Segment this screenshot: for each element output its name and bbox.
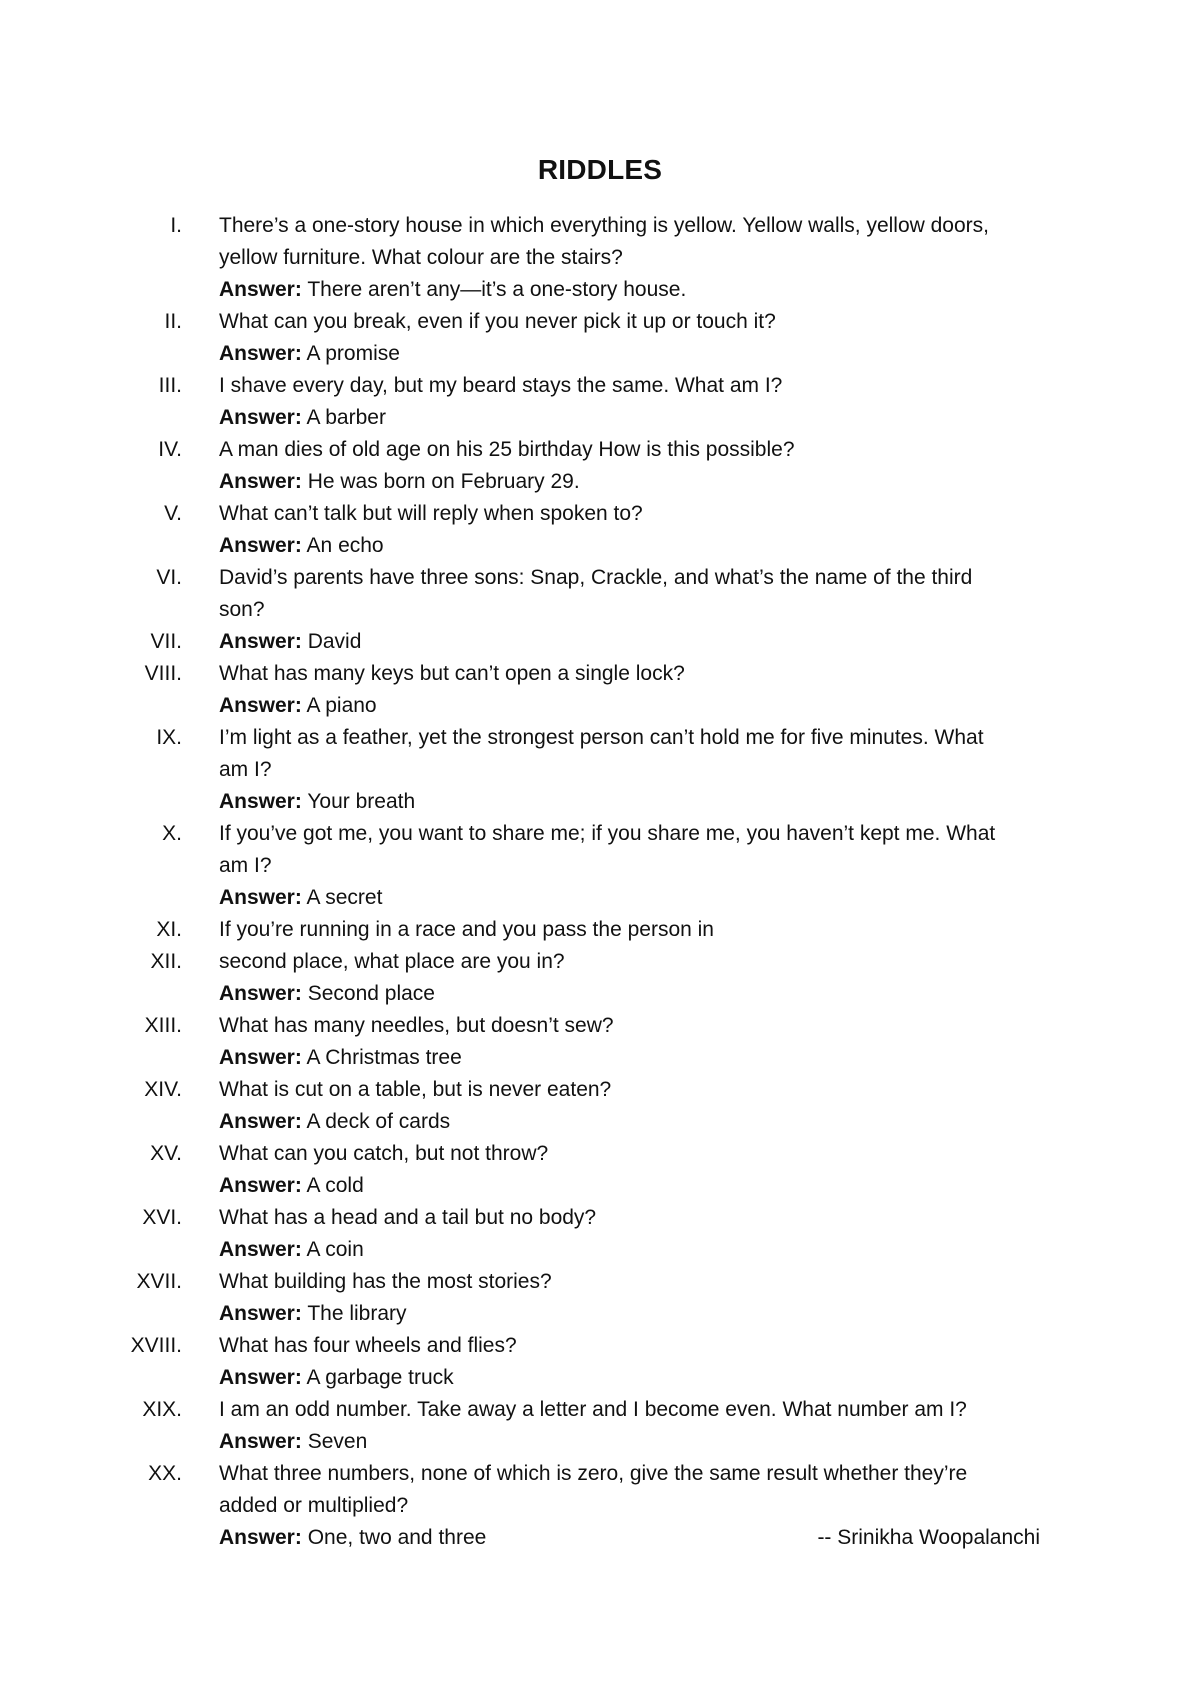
riddle-text: David’s parents have three sons: Snap, Crackle, and what’s the name of the third (219, 566, 973, 589)
riddle-number: XVII. (136, 1270, 182, 1293)
riddle-number: IX. (156, 726, 182, 749)
riddle-text: I’m light as a feather, yet the strongest person can’t hold me for five minutes. What (219, 726, 984, 749)
riddle-number: II. (164, 310, 182, 333)
riddle-line (0, 1458, 1200, 1490)
riddle-number: XI. (156, 918, 182, 941)
answer-value: A secret (306, 886, 383, 909)
riddle-text: am I? (219, 854, 272, 877)
riddle-text: What can you catch, but not throw? (219, 1142, 549, 1165)
answer-line (0, 530, 1200, 562)
answer-label: Answer: (219, 1430, 302, 1453)
riddle-text: What can you break, even if you never pick it up or touch it? (219, 310, 776, 333)
riddle-line (0, 1074, 1200, 1106)
answer-text (219, 626, 361, 658)
riddle-text: What has four wheels and flies? (219, 1334, 517, 1357)
answer-line (0, 402, 1200, 434)
answer-label: Answer: (219, 886, 302, 909)
riddle-line (0, 594, 1200, 626)
riddle-line (0, 722, 1200, 754)
riddle-number: XVI. (142, 1206, 182, 1229)
answer-label: Answer: (219, 470, 302, 493)
answer-text (219, 274, 686, 306)
answer-text (219, 1234, 364, 1266)
riddle-line (0, 1266, 1200, 1298)
riddle-number: VIII. (144, 662, 182, 685)
riddle-number: I. (170, 214, 182, 237)
answer-line (0, 1234, 1200, 1266)
riddle-line (0, 498, 1200, 530)
answer-text (219, 882, 382, 914)
riddle-line (0, 850, 1200, 882)
answer-value: A barber (306, 406, 386, 429)
riddle-number: XV. (150, 1142, 182, 1165)
riddle-text: son? (219, 598, 265, 621)
riddle-number: XIX. (142, 1398, 182, 1421)
riddle-line (0, 210, 1200, 242)
author-signature: -- Srinikha Woopalanchi (817, 1526, 1040, 1549)
answer-value: An echo (306, 534, 384, 557)
riddle-line (0, 242, 1200, 274)
answer-text (219, 466, 580, 498)
riddle-line (0, 306, 1200, 338)
riddle-text: If you’re running in a race and you pass the person in (219, 918, 714, 941)
answer-value: A deck of cards (306, 1110, 451, 1133)
riddle-text: What building has the most stories? (219, 1270, 552, 1293)
answer-text (219, 690, 377, 722)
riddle-text: What can’t talk but will reply when spoken to? (219, 502, 643, 525)
answer-label: Answer: (219, 982, 302, 1005)
answer-text (219, 1298, 407, 1330)
answer-label: Answer: (219, 790, 302, 813)
riddle-text: There’s a one-story house in which everything is yellow. Yellow walls, yellow doors, (219, 214, 989, 237)
answer-value: A garbage truck (306, 1366, 454, 1389)
answer-text (219, 786, 415, 818)
riddle-number: V. (164, 502, 182, 525)
answer-text (219, 338, 400, 370)
answer-line (0, 1298, 1200, 1330)
answer-line (0, 1426, 1200, 1458)
answer-line (0, 1362, 1200, 1394)
answer-line (0, 274, 1200, 306)
answer-value: A cold (306, 1174, 364, 1197)
riddle-number: X. (162, 822, 182, 845)
answer-value: Second place (307, 982, 435, 1005)
riddle-text: What is cut on a table, but is never eaten? (219, 1078, 612, 1101)
riddle-number: XIII. (144, 1014, 182, 1037)
answer-value: The library (307, 1302, 407, 1325)
answer-value: David (307, 630, 362, 653)
answer-label: Answer: (219, 1174, 302, 1197)
answer-label: Answer: (219, 1366, 302, 1389)
answer-label: Answer: (219, 1238, 302, 1261)
answer-line (0, 466, 1200, 498)
answer-value: There aren’t any—it’s a one-story house. (307, 278, 687, 301)
riddle-text: yellow furniture. What colour are the stairs? (219, 246, 623, 269)
answer-text (219, 530, 384, 562)
answer-label: Answer: (219, 342, 302, 365)
answer-line (0, 626, 1200, 658)
answer-text (219, 1426, 367, 1458)
riddle-text: second place, what place are you in? (219, 950, 565, 973)
answer-label: Answer: (219, 406, 302, 429)
riddle-line (0, 1490, 1200, 1522)
answer-line (0, 338, 1200, 370)
answer-value: A coin (306, 1238, 364, 1261)
riddle-text: added or multiplied? (219, 1494, 409, 1517)
answer-label: Answer: (219, 278, 302, 301)
answer-line (0, 1170, 1200, 1202)
riddle-line (0, 818, 1200, 850)
riddle-line (0, 658, 1200, 690)
riddle-text: What has many needles, but doesn’t sew? (219, 1014, 614, 1037)
riddle-number: III. (158, 374, 182, 397)
answer-label: Answer: (219, 1302, 302, 1325)
answer-value: A Christmas tree (306, 1046, 462, 1069)
riddle-line (0, 1010, 1200, 1042)
answer-label: Answer: (219, 694, 302, 717)
answer-line (0, 1106, 1200, 1138)
answer-value: He was born on February 29. (307, 470, 580, 493)
riddle-line (0, 1330, 1200, 1362)
riddle-number: IV. (158, 438, 182, 461)
answer-text (219, 1522, 486, 1554)
answer-line (0, 1042, 1200, 1074)
riddle-text: A man dies of old age on his 25 birthday How is this possible? (219, 438, 795, 461)
riddle-line (0, 754, 1200, 786)
riddle-number: XII. (150, 950, 182, 973)
answer-line (0, 690, 1200, 722)
riddle-text: What three numbers, none of which is zero, give the same result whether they’re (219, 1462, 968, 1485)
answer-text (219, 1106, 450, 1138)
riddle-number: XX. (148, 1462, 182, 1485)
riddle-line (0, 370, 1200, 402)
riddle-line (0, 1138, 1200, 1170)
answer-line (0, 882, 1200, 914)
riddle-text: I shave every day, but my beard stays the same. What am I? (219, 374, 783, 397)
answer-line (0, 1522, 1200, 1554)
riddle-line (0, 914, 1200, 946)
riddle-number: XIV. (144, 1078, 182, 1101)
answer-text (219, 978, 435, 1010)
answer-label: Answer: (219, 1046, 302, 1069)
riddle-line (0, 434, 1200, 466)
answer-value: One, two and three (307, 1526, 487, 1549)
riddle-number: XVIII. (130, 1334, 182, 1357)
riddle-text: am I? (219, 758, 272, 781)
answer-value: A promise (306, 342, 400, 365)
riddle-line (0, 946, 1200, 978)
riddle-number: VII. (150, 630, 182, 653)
answer-label: Answer: (219, 1110, 302, 1133)
riddle-line (0, 1202, 1200, 1234)
answer-text (219, 402, 386, 434)
answer-line (0, 786, 1200, 818)
riddle-text: If you’ve got me, you want to share me; if you share me, you haven’t kept me. What (219, 822, 996, 845)
answer-line (0, 978, 1200, 1010)
answer-label: Answer: (219, 1526, 302, 1549)
answer-value: Seven (307, 1430, 368, 1453)
riddle-number: VI. (156, 566, 182, 589)
riddle-text: I am an odd number. Take away a letter and I become even. What number am I? (219, 1398, 967, 1421)
answer-text (219, 1042, 462, 1074)
answer-value: Your breath (307, 790, 416, 813)
page-title: RIDDLES (537, 154, 663, 185)
riddle-text: What has a head and a tail but no body? (219, 1206, 597, 1229)
riddle-line (0, 562, 1200, 594)
answer-text (219, 1170, 364, 1202)
answer-label: Answer: (219, 630, 302, 653)
answer-text (219, 1362, 454, 1394)
answer-label: Answer: (219, 534, 302, 557)
riddle-list (0, 210, 1200, 1554)
riddle-line (0, 1394, 1200, 1426)
riddle-text: What has many keys but can’t open a single lock? (219, 662, 685, 685)
answer-value: A piano (306, 694, 377, 717)
